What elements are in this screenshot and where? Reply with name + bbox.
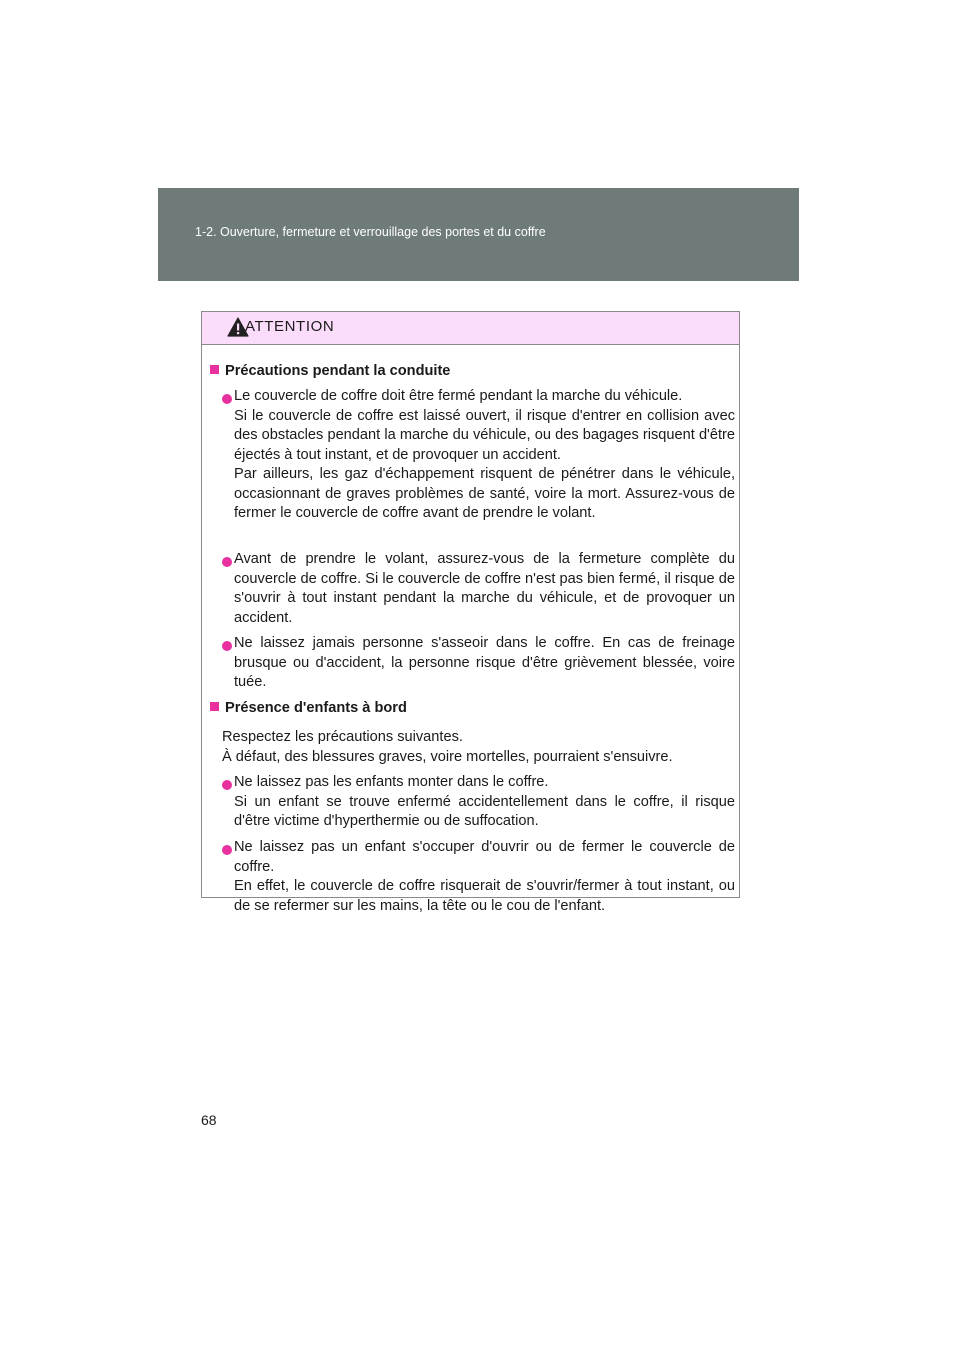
bullet-dot-icon xyxy=(222,780,232,790)
chapter-header-band xyxy=(158,188,799,281)
bullet-text: Ne laissez jamais personne s'asseoir dans le coffre. En cas de freinage brusque ou d'accident, la personne risque d'être grièvement blessée, voire tuée. xyxy=(234,635,735,690)
bullet-dot-icon xyxy=(222,557,232,567)
section-heading xyxy=(210,363,450,379)
bullet-text: Avant de prendre le volant, assurez-vous de la fermeture complète du couvercle de coffre. Si le couvercle de coffre n'est pas bien fermé, il risque de s'ouvrir à tout instant pendant la marche du véhicule, et de provoquer un accident. xyxy=(234,551,735,626)
bullet-dot-icon xyxy=(222,641,232,651)
section-marker-icon xyxy=(210,365,219,374)
warning-header xyxy=(202,312,739,345)
bullet-dot-icon xyxy=(222,394,232,404)
bullet-text: Ne laissez pas les enfants monter dans le coffre. Si un enfant se trouve enfermé accidentellement dans le coffre, il risque d'être victime d'hyperthermie ou de suffocation. xyxy=(234,774,735,829)
section-marker-icon xyxy=(210,702,219,711)
section-heading-text: Présence d'enfants à bord xyxy=(225,700,407,716)
section-intro: Respectez les précautions suivantes. À défaut, des blessures graves, voire mortelles, pourraient s'ensuivre. xyxy=(222,729,673,765)
section-heading xyxy=(210,700,407,716)
bullet-text: Le couvercle de coffre doit être fermé pendant la marche du véhicule. Si le couvercle de coffre est laissé ouvert, il risque d'entrer en collision avec des obstacles pendant la marche du véhicule, ou des bagages risquent d'être éjectés à tout instant, et de provoquer un accident. Par ailleurs, les gaz d'échappement risquent de pénétrer dans le véhicule, occasionnant de graves problèmes de santé, voire la mort. Assurez-vous de fermer le couvercle de coffre avant de prendre le volant. xyxy=(234,388,735,521)
page-number: 68 xyxy=(201,1112,217,1128)
warning-box xyxy=(201,311,740,914)
bullet-text: Ne laissez pas un enfant s'occuper d'ouvrir ou de fermer le couvercle de coffre. En effet, le couvercle de coffre risquerait de s'ouvrir/fermer à tout instant, ou de se refermer sur les mains, la tête ou le cou de l'enfant. xyxy=(234,839,735,914)
warning-title: ATTENTION xyxy=(245,318,335,335)
chapter-title: 1-2. Ouverture, fermeture et verrouillage des portes et du coffre xyxy=(195,225,546,239)
bullet-dot-icon xyxy=(222,845,232,855)
section-heading-text: Précautions pendant la conduite xyxy=(225,363,451,379)
